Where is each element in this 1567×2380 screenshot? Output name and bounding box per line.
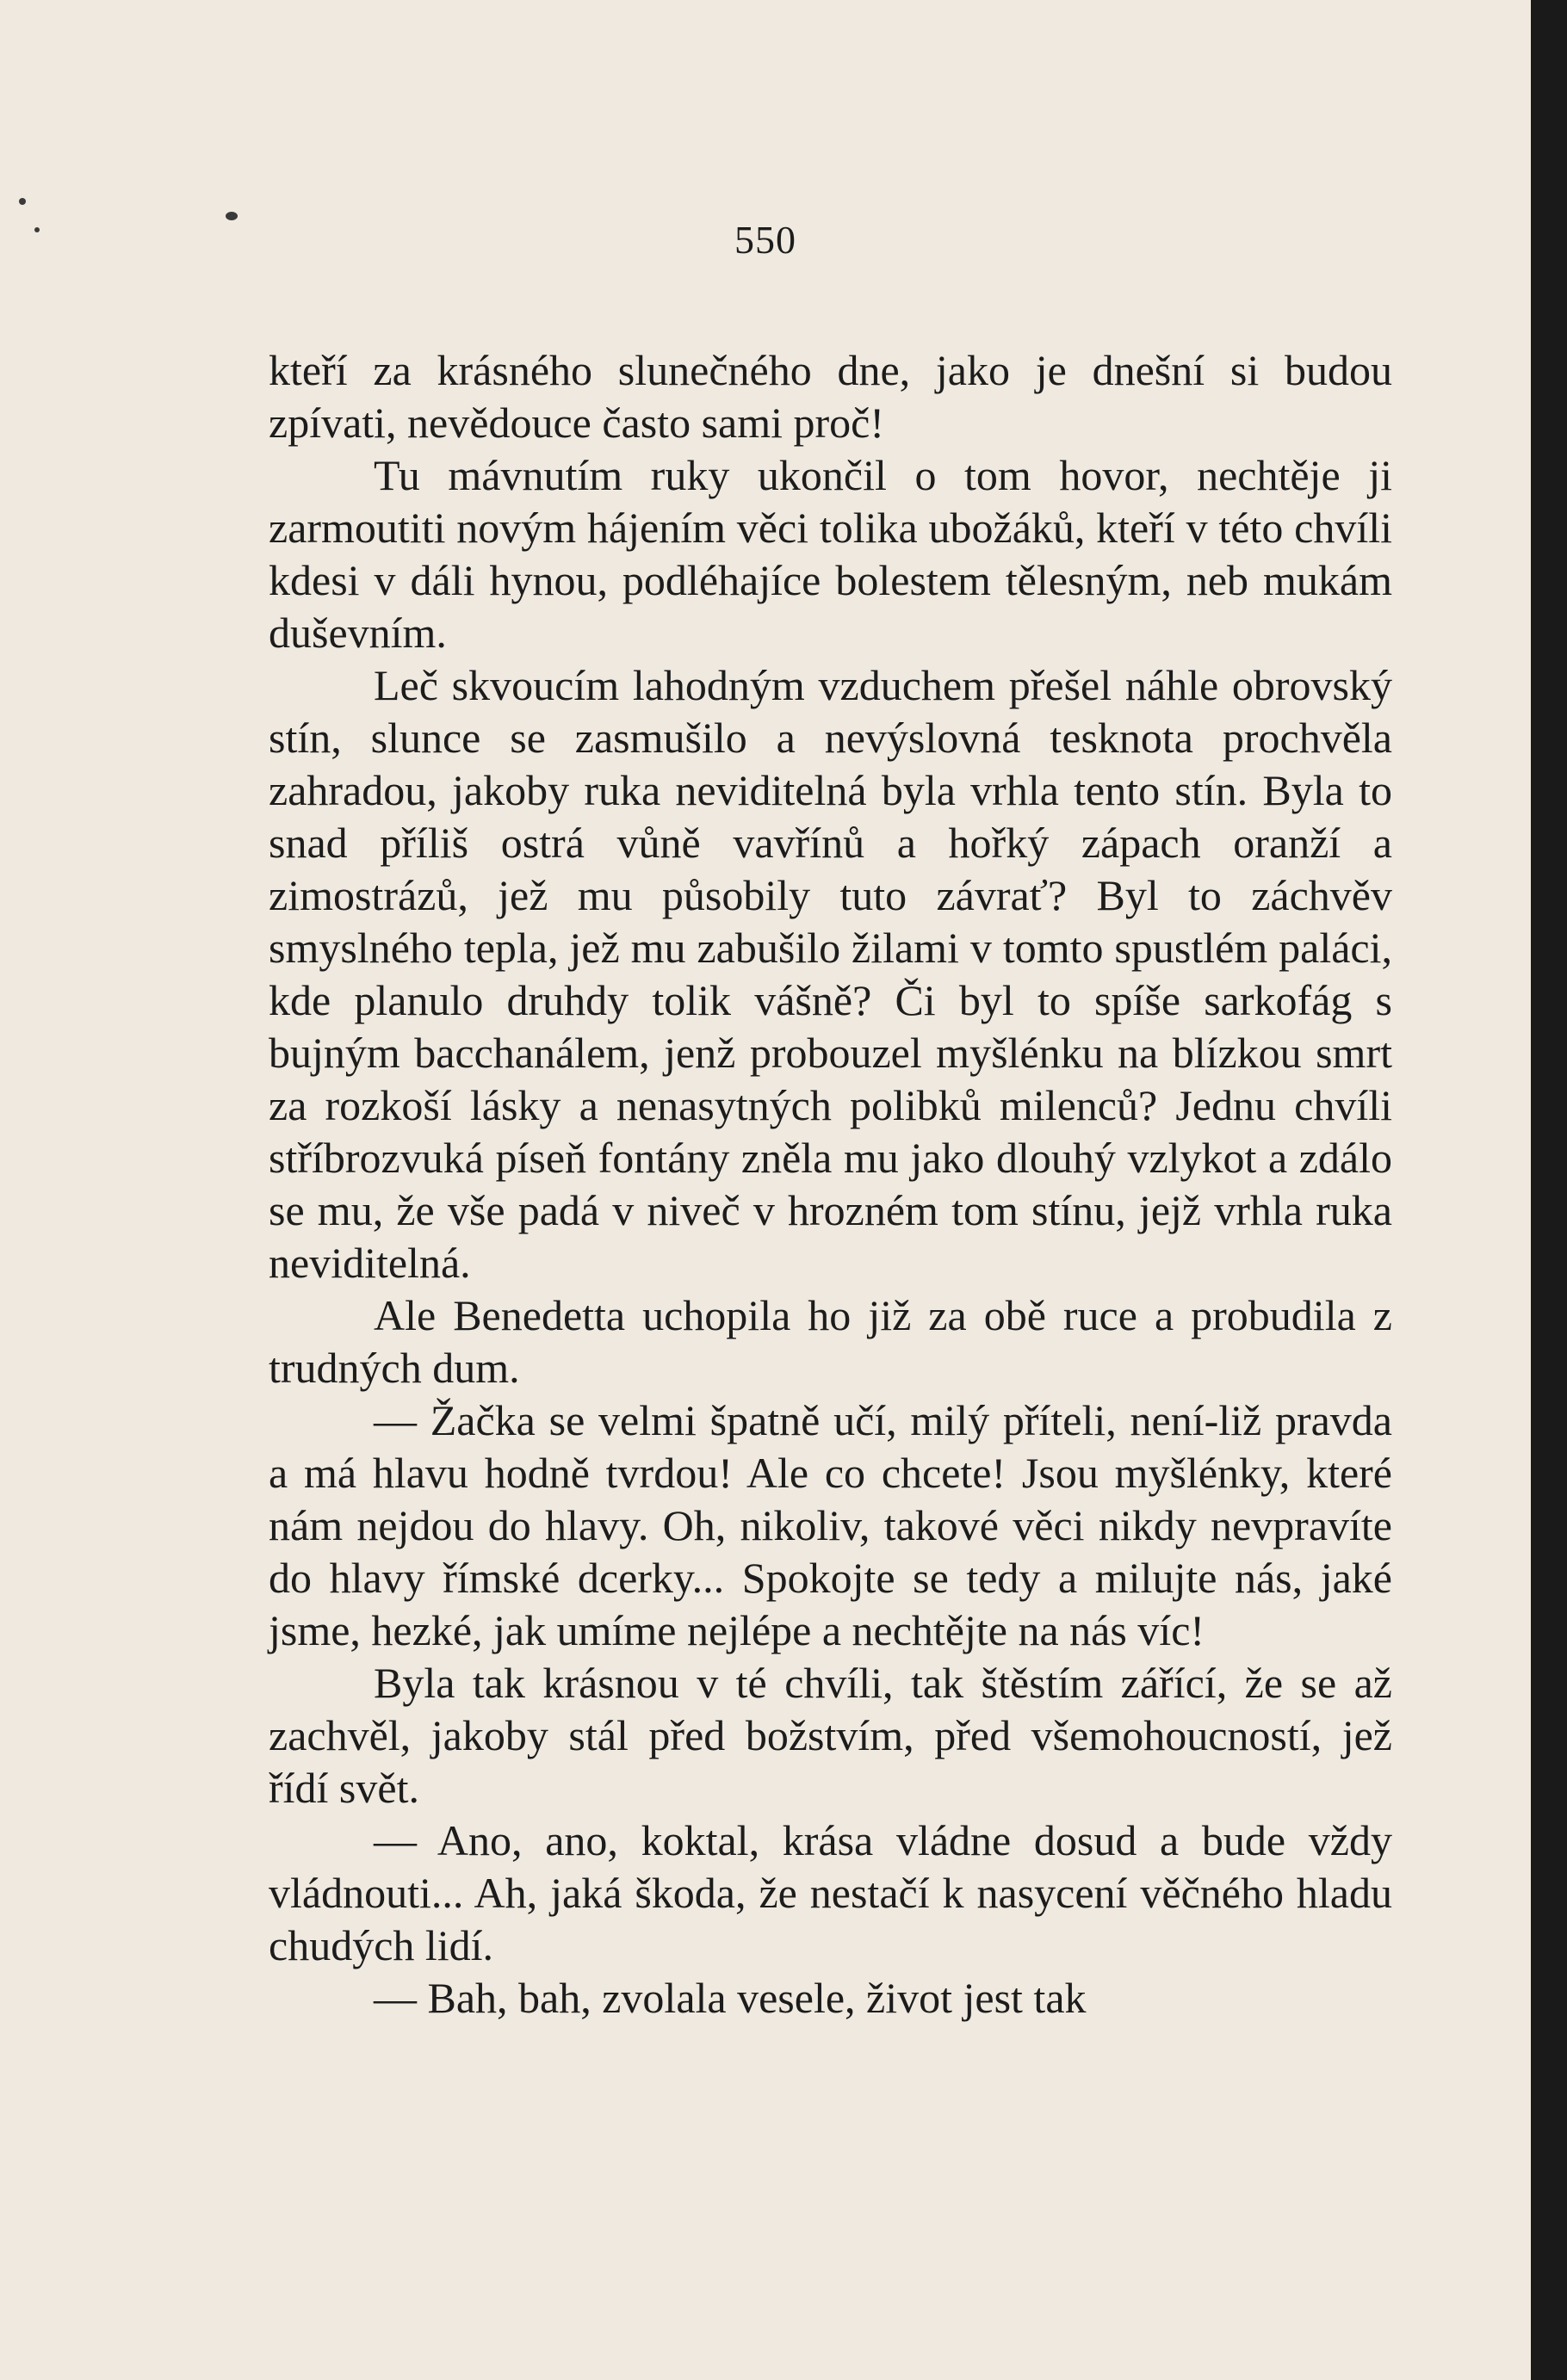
paragraph: Tu mávnutím ruky ukončil o tom hovor, nechtěje ji zarmoutiti novým hájením věci tolika ubožáků, kteří v této chvíli kdesi v dáli hynou, podléhajíce bolestem tělesným, neb mukám duševním. [269,451,1392,657]
paragraph: — Ano, ano, koktal, krása vládne dosud a bude vždy vládnouti... Ah, jaká škoda, že nestačí k nasycení věčného hladu chudých lidí. [269,1816,1392,1969]
book-spine-edge [1531,0,1567,2380]
paragraph: Ale Benedetta uchopila ho již za obě ruce a probudila z trudných dum. [269,1291,1392,1392]
paragraph: kteří za krásného slunečného dne, jako je dnešní si budou zpívati, nevědouce často sami proč! [269,346,1392,447]
print-speck [19,198,26,205]
body-text [269,344,1392,2025]
paragraph: Leč skvoucím lahodným vzduchem přešel náhle obrovský stín, slunce se zasmušilo a nevýslovná tesknota prochvěla zahradou, jakoby ruka neviditelná byla vrhla tento stín. Byla to snad příliš ostrá vůně vavřínů a hořký zápach oranží a zimostrázů, jež mu působily tuto závrať? Byl to záchvěv smyslného tepla, jež mu zabušilo žilami v tomto spustlém paláci, kde planulo druhdy tolik vášně? Či byl to spíše sarkofág s bujným bacchanálem, jenž probouzel myšlénku na blízkou smrt za rozkoší lásky a nenasytných polibků milenců? Jednu chvíli stříbrozvuká píseň fontány zněla mu jako dlouhý vzlykot a zdálo se mu, že vše padá v niveč v hrozném tom stínu, jejž vrhla ruka neviditelná. [269,661,1392,1287]
paragraph: Byla tak krásnou v té chvíli, tak štěstím zářící, že se až zachvěl, jakoby stál před božstvím, před všemohoucností, jež řídí svět. [269,1659,1392,1812]
page-number: 550 [734,218,796,262]
paragraph: — Žačka se velmi špatně učí, milý příteli, není-liž pravda a má hlavu hodně tvrdou! Ale co chcete! Jsou myšlénky, které nám nejdou do hlavy. Oh, nikoliv, takové věci nikdy nevpravíte do hlavy římské dcerky... Spokojte se tedy a milujte nás, jaké jsme, hezké, jak umíme nejlépe a nechtějte na nás víc! [269,1396,1392,1654]
paragraph: — Bah, bah, zvolala vesele, život jest tak [374,1974,1087,2022]
